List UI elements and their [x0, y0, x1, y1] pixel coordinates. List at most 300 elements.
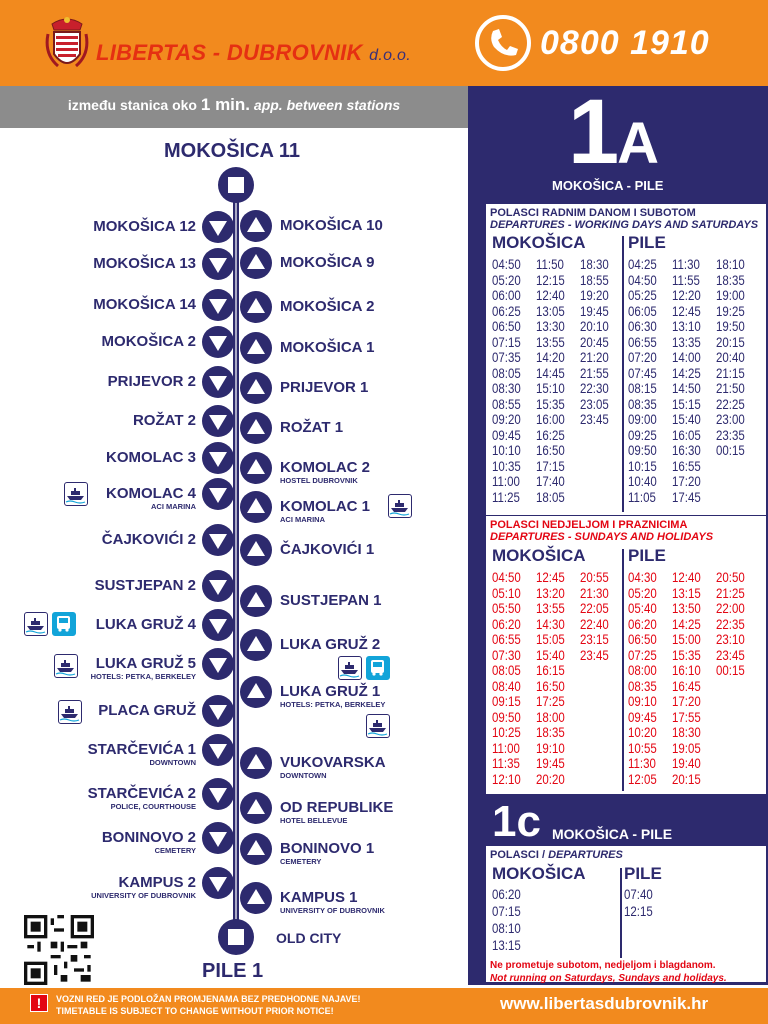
ferry-icon-luka-gruz-2 [338, 656, 362, 680]
departure-time: 12:45 [672, 302, 701, 319]
route-1a-direction: MOKOŠICA - PILE [552, 178, 664, 193]
departure-time: 21:50 [716, 380, 745, 396]
arrow-up-icon [247, 840, 265, 855]
departure-time: 08:15 [628, 380, 657, 396]
departure-time: 10:15 [628, 457, 657, 474]
departure-time: 09:50 [492, 708, 521, 725]
departure-time: 00:15 [716, 442, 745, 458]
departure-time: 13:55 [536, 600, 565, 616]
stop-label-left [91, 874, 196, 900]
departure-time: 22:00 [716, 600, 745, 616]
arrow-down-icon [209, 415, 227, 430]
departure-time: 20:55 [580, 569, 609, 585]
stop-landmark: CEMETERY [154, 846, 196, 855]
arrow-up-icon [247, 683, 265, 698]
phone-number[interactable]: 0800 1910 [540, 24, 710, 62]
departure-time: 08:05 [492, 364, 521, 381]
stop-name: ROŽAT 2 [132, 412, 196, 429]
route-1c-col-mokosica: MOKOŠICA [492, 864, 586, 883]
departure-time: 19:20 [580, 287, 609, 303]
departure-time: 06:55 [628, 333, 657, 350]
departure-time: 11:55 [672, 271, 700, 288]
departure-time: 23:15 [580, 631, 609, 647]
departure-time: 04:30 [628, 569, 657, 585]
departure-time: 17:40 [536, 473, 565, 489]
departure-time: 10:20 [628, 724, 657, 740]
arrow-down-icon [209, 299, 227, 314]
departure-time: 18:35 [536, 724, 565, 740]
ferry-glyph [389, 495, 410, 516]
route-1c-title-en: DEPARTURES [548, 849, 623, 861]
stop-name: KOMOLAC 4 [106, 485, 196, 502]
departure-time: 06:00 [492, 287, 521, 303]
stop-name: PRIJEVOR 2 [107, 373, 196, 390]
departure-time: 16:30 [672, 442, 701, 458]
stop-name: ČAJKOVIĆI 2 [101, 531, 196, 548]
stop-label-right [280, 459, 370, 485]
stop-name: MOKOŠICA 2 [280, 298, 375, 315]
stop-landmark: HOSTEL DUBROVNIK [280, 476, 358, 485]
departure-time: 08:35 [628, 395, 657, 412]
departure-time: 17:15 [536, 457, 565, 474]
stop-marker-left [202, 366, 234, 398]
arrow-up-icon [247, 592, 265, 607]
arrow-down-icon [209, 658, 227, 673]
departure-time: 22:30 [580, 380, 609, 396]
bus-glyph [367, 657, 388, 678]
bus-glyph [53, 613, 74, 634]
departure-time: 12:15 [536, 271, 565, 288]
departure-time: 10:25 [492, 724, 521, 740]
departure-time: 07:15 [492, 903, 521, 919]
stop-marker-left [202, 778, 234, 810]
stop-label-left [106, 449, 196, 466]
stop-label-left [108, 373, 196, 390]
departure-time: 17:20 [672, 693, 701, 709]
stop-label-right [280, 498, 370, 524]
arrow-up-icon [247, 636, 265, 651]
ferry-icon-luka-gruz-1 [366, 714, 390, 738]
stop-marker-right [240, 372, 272, 404]
stop-marker-left [202, 609, 234, 641]
departure-time: 06:20 [628, 615, 657, 632]
departure-time: 07:45 [628, 364, 657, 381]
departure-time: 04:50 [492, 569, 521, 585]
sunday-divider [622, 549, 624, 791]
weekday-title-en: DEPARTURES - WORKING DAYS AND SATURDAYS [490, 219, 759, 231]
arrow-down-icon [209, 705, 227, 720]
departure-time: 22:05 [580, 600, 609, 616]
start-terminus-marker [218, 167, 254, 203]
stop-marker-right [240, 747, 272, 779]
departure-time: 08:55 [492, 395, 521, 412]
departure-time: 12:40 [672, 569, 701, 585]
company-name: LIBERTAS - DUBROVNIK d.o.o. [96, 40, 412, 65]
stop-name: KOMOLAC 3 [106, 449, 196, 466]
stop-name: SUSTJEPAN 2 [94, 577, 196, 594]
departure-time: 21:55 [580, 364, 609, 381]
departure-time: 16:05 [672, 426, 701, 443]
qr-code[interactable] [24, 915, 94, 985]
departure-time: 05:40 [628, 600, 657, 616]
departure-time: 09:50 [628, 442, 657, 458]
stop-label-right [280, 889, 385, 915]
terminus-square-icon [228, 177, 244, 193]
stop-label-right [280, 379, 368, 396]
stop-label-left [102, 333, 196, 350]
departure-time: 16:45 [672, 677, 701, 694]
arrow-up-icon [247, 498, 265, 513]
departure-time: 13:10 [672, 318, 701, 334]
map-end-stop: PILE 1 [202, 960, 264, 982]
arrow-up-icon [247, 541, 265, 556]
stop-marker-right [240, 676, 272, 708]
departure-time: 15:40 [536, 646, 565, 663]
stop-label-left [93, 255, 196, 272]
departure-time: 15:15 [672, 395, 701, 412]
departure-time: 20:15 [716, 333, 745, 350]
departure-time: 19:05 [672, 739, 701, 756]
stop-label-right [280, 541, 374, 558]
departure-time: 22:35 [716, 615, 745, 632]
route-1c-divider [620, 868, 622, 958]
stop-marker-left [202, 734, 234, 766]
stop-name: STARČEVIĆA 2 [87, 785, 196, 802]
departure-time: 16:10 [672, 662, 701, 678]
departure-time: 08:00 [628, 662, 657, 678]
warning-text-en: TIMETABLE IS SUBJECT TO CHANGE WITHOUT PRIOR NOTICE! [56, 1006, 334, 1016]
stop-marker-right [240, 291, 272, 323]
stop-marker-right [240, 792, 272, 824]
departure-time: 19:40 [672, 755, 701, 771]
stop-label-right [280, 298, 374, 315]
departure-time: 06:20 [492, 886, 521, 902]
weekday-col-pile: PILE [628, 233, 666, 252]
departure-time: 14:00 [672, 349, 701, 365]
stop-name: MOKOŠICA 2 [101, 333, 196, 350]
departure-time: 06:50 [628, 631, 657, 647]
departure-time: 07:20 [628, 349, 657, 365]
arrow-down-icon [209, 376, 227, 391]
stop-name: LUKA GRUŽ 5 [95, 655, 196, 672]
departure-time: 05:20 [492, 271, 521, 288]
subbar-hr: između stanica oko [67, 97, 201, 113]
departure-time: 09:10 [628, 693, 657, 709]
departure-time: 18:10 [716, 256, 745, 272]
stop-name: LUKA GRUŽ 1 [280, 683, 381, 700]
subbar-en: app. between stations [250, 97, 401, 113]
departure-time: 23:45 [716, 646, 745, 663]
departure-time: 14:30 [536, 615, 565, 632]
stop-marker-right [240, 629, 272, 661]
departure-time: 17:55 [672, 708, 701, 725]
ferry-icon-placa-gruz [58, 700, 82, 724]
ferry-glyph [25, 613, 46, 634]
stop-marker-left [202, 822, 234, 854]
weekday-divider [622, 236, 624, 512]
departure-time: 13:30 [536, 318, 565, 334]
departure-time: 20:45 [580, 333, 609, 350]
departure-time: 23:45 [580, 411, 609, 427]
departure-time: 04:50 [628, 271, 657, 288]
departure-time: 15:40 [672, 411, 701, 427]
stop-label-left [93, 296, 196, 313]
departure-time: 18:30 [672, 724, 701, 740]
departure-time: 12:45 [536, 569, 565, 585]
departure-time: 14:50 [672, 380, 701, 396]
stop-name: PRIJEVOR 1 [280, 379, 369, 396]
departure-time: 14:20 [536, 349, 565, 365]
stop-landmark: DOWNTOWN [280, 771, 327, 780]
ferry-icon-luka-gruz-5 [54, 654, 78, 678]
departure-time: 05:50 [492, 600, 521, 616]
departure-time: 11:05 [628, 488, 656, 505]
departure-time: 10:35 [492, 457, 521, 474]
stop-name: OD REPUBLIKE [280, 799, 394, 816]
departure-time: 07:35 [492, 349, 521, 365]
sunday-title-en: DEPARTURES - SUNDAYS AND HOLIDAYS [490, 531, 714, 543]
warning-icon: ! [30, 994, 48, 1012]
arrow-down-icon [209, 488, 227, 503]
departure-time: 11:25 [492, 488, 520, 505]
arrow-down-icon [209, 534, 227, 549]
stop-marker-left [202, 695, 234, 727]
stop-name: MOKOŠICA 13 [93, 255, 196, 272]
stop-name: KAMPUS 2 [118, 874, 196, 891]
stop-label-right [280, 339, 374, 356]
stop-name: MOKOŠICA 1 [280, 339, 375, 356]
departure-time: 13:15 [672, 584, 701, 601]
ferry-icon-komolac-1 [388, 494, 412, 518]
stop-marker-right [240, 332, 272, 364]
stop-label-left [93, 218, 196, 235]
departure-time: 07:40 [624, 886, 653, 902]
old-city-label: OLD CITY [276, 930, 342, 946]
route-1a-letter: A [617, 111, 660, 176]
route-1c-number: 1c [492, 797, 541, 846]
departure-time: 12:05 [628, 770, 657, 787]
stop-marker-right [240, 534, 272, 566]
stop-landmark: ACI MARINA [151, 502, 196, 511]
terminus-square-icon [228, 929, 244, 945]
departure-time: 05:10 [492, 584, 521, 601]
ferry-icon-komolac-4 [64, 482, 88, 506]
arrow-up-icon [247, 339, 265, 354]
stop-marker-left [202, 248, 234, 280]
stop-label-right [280, 636, 380, 653]
route-1c-direction: MOKOŠICA - PILE [552, 826, 673, 842]
stop-label-left [88, 741, 196, 767]
stop-marker-right [240, 452, 272, 484]
warning-text-hr: VOZNI RED JE PODLOŽAN PROMJENAMA BEZ PREDHODNE NAJAVE! [56, 994, 361, 1004]
stop-name: MOKOŠICA 10 [280, 217, 383, 234]
departure-time: 06:30 [628, 318, 657, 334]
departure-time: 23:00 [716, 411, 745, 427]
stop-label-right [280, 683, 385, 709]
stop-name: BONINOVO 1 [280, 840, 375, 857]
departure-time: 07:30 [492, 646, 521, 663]
departure-time: 14:25 [672, 364, 701, 381]
departure-time: 19:50 [716, 318, 745, 334]
stop-name: MOKOŠICA 12 [93, 218, 196, 235]
arrow-up-icon [247, 419, 265, 434]
arrow-down-icon [209, 580, 227, 595]
stop-name: LUKA GRUŽ 2 [280, 636, 381, 653]
departure-time: 14:45 [536, 364, 565, 381]
stop-marker-right [240, 210, 272, 242]
arrow-up-icon [247, 254, 265, 269]
stop-label-left [88, 785, 196, 811]
bus-icon-luka-gruz-2 [366, 656, 390, 680]
departure-time: 09:25 [628, 426, 657, 443]
between-stations-bar [0, 86, 468, 128]
departure-time: 16:25 [536, 426, 565, 443]
stop-label-left [102, 829, 196, 855]
arrow-up-icon [247, 754, 265, 769]
stop-marker-left [202, 442, 234, 474]
departure-time: 12:10 [492, 770, 521, 787]
departure-time: 13:15 [492, 937, 521, 953]
departure-time: 09:45 [628, 708, 657, 725]
route-1c-col-pile: PILE [624, 864, 662, 883]
departure-time: 08:10 [492, 920, 521, 936]
departure-time: 06:50 [492, 318, 521, 334]
stop-marker-left [202, 648, 234, 680]
arrow-up-icon [247, 889, 265, 904]
stop-marker-right [240, 882, 272, 914]
departure-time: 09:45 [492, 426, 521, 443]
arrow-down-icon [209, 336, 227, 351]
departure-time: 23:45 [580, 646, 609, 663]
departure-time: 20:50 [716, 569, 745, 585]
stop-marker-right [240, 491, 272, 523]
departure-time: 13:20 [536, 584, 565, 601]
departure-time: 05:20 [628, 584, 657, 601]
stop-name: MOKOŠICA 9 [280, 254, 375, 271]
stop-label-right [280, 592, 381, 609]
departure-time: 06:20 [492, 615, 521, 632]
departure-time: 21:30 [580, 584, 609, 601]
website-link[interactable]: www.libertasdubrovnik.hr [500, 994, 709, 1013]
stop-label-right [280, 419, 343, 436]
stop-marker-left [202, 326, 234, 358]
departure-time: 20:10 [580, 318, 609, 334]
stop-marker-right [240, 833, 272, 865]
route-1c-note-en: Not running on Saturdays, Sundays and holidays. [490, 973, 727, 984]
stop-label-right [280, 799, 393, 825]
departure-time: 22:25 [716, 395, 745, 412]
departure-time: 12:15 [624, 903, 653, 919]
stop-marker-left [202, 524, 234, 556]
stop-label-left [98, 702, 196, 719]
stop-landmark: UNIVERSITY OF DUBROVNIK [91, 891, 196, 900]
arrow-down-icon [209, 258, 227, 273]
stop-label-right [280, 754, 386, 780]
stop-marker-left [202, 211, 234, 243]
departure-time: 07:25 [628, 646, 657, 663]
stop-name: KOMOLAC 1 [280, 498, 370, 515]
arrow-down-icon [209, 452, 227, 467]
departure-time: 05:25 [628, 287, 657, 303]
departure-time: 17:25 [536, 693, 565, 709]
departure-time: 10:55 [628, 739, 657, 756]
departure-time: 15:35 [672, 646, 701, 663]
departure-time: 20:40 [716, 349, 745, 365]
departure-time: 08:35 [628, 677, 657, 694]
stop-name: BONINOVO 2 [101, 829, 196, 846]
arrow-up-icon [247, 799, 265, 814]
stop-name: MOKOŠICA 14 [93, 296, 196, 313]
stop-name: ROŽAT 1 [280, 419, 344, 436]
departure-time: 06:05 [628, 302, 657, 319]
stop-name: PLACA GRUŽ [98, 702, 196, 719]
arrow-down-icon [209, 877, 227, 892]
stop-marker-left [202, 405, 234, 437]
stop-name: SUSTJEPAN 1 [280, 592, 382, 609]
arrow-up-icon [247, 459, 265, 474]
ferry-glyph [65, 483, 86, 504]
departure-time: 18:30 [580, 256, 609, 272]
departure-time: 13:05 [536, 302, 565, 319]
departure-time: 08:05 [492, 662, 521, 678]
map-start-stop: MOKOŠICA 11 [164, 140, 300, 162]
departure-time: 09:15 [492, 693, 521, 709]
departure-time: 19:45 [580, 302, 609, 319]
arrow-up-icon [247, 298, 265, 313]
stop-name: STARČEVIĆA 1 [87, 741, 196, 758]
departure-time: 09:20 [492, 411, 521, 427]
departure-time: 19:00 [716, 287, 745, 303]
departure-time: 17:20 [672, 473, 701, 489]
stop-name: KAMPUS 1 [280, 889, 358, 906]
departure-time: 15:00 [672, 631, 701, 647]
departure-time: 16:50 [536, 442, 565, 458]
stop-label-left [133, 412, 196, 429]
stop-marker-left [202, 570, 234, 602]
departure-time: 00:15 [716, 662, 745, 678]
stop-label-right [280, 840, 374, 866]
stop-label-right [280, 254, 374, 271]
stop-label-left [96, 616, 196, 633]
company-suffix: d.o.o. [369, 47, 412, 64]
stop-marker-left [202, 478, 234, 510]
departure-time: 18:05 [536, 488, 565, 505]
sunday-col-mokosica: MOKOŠICA [492, 546, 586, 565]
stop-landmark: HOTELS: PETKA, BERKELEY [90, 672, 196, 681]
route-1a-number: 1A [568, 81, 660, 183]
departure-time: 16:55 [672, 457, 701, 474]
departure-time: 16:15 [536, 662, 565, 678]
stop-name: ČAJKOVIĆI 1 [280, 541, 375, 558]
departure-time: 21:20 [580, 349, 609, 365]
departure-time: 23:35 [716, 426, 745, 443]
departure-time: 11:50 [536, 256, 564, 272]
departure-time: 23:05 [580, 395, 609, 412]
departure-time: 11:35 [492, 755, 520, 771]
stop-label-left [106, 485, 196, 511]
departure-time: 08:40 [492, 677, 521, 694]
arrow-up-icon [247, 217, 265, 232]
departure-time: 20:15 [672, 770, 701, 787]
stop-label-left [102, 531, 196, 548]
departure-time: 15:35 [536, 395, 565, 412]
departure-time: 11:30 [672, 256, 700, 272]
stop-landmark: UNIVERSITY OF DUBROVNIK [280, 906, 385, 915]
departure-time: 20:20 [536, 770, 565, 787]
departure-time: 06:25 [492, 302, 521, 319]
departure-time: 19:25 [716, 302, 745, 319]
departure-time: 08:30 [492, 380, 521, 396]
